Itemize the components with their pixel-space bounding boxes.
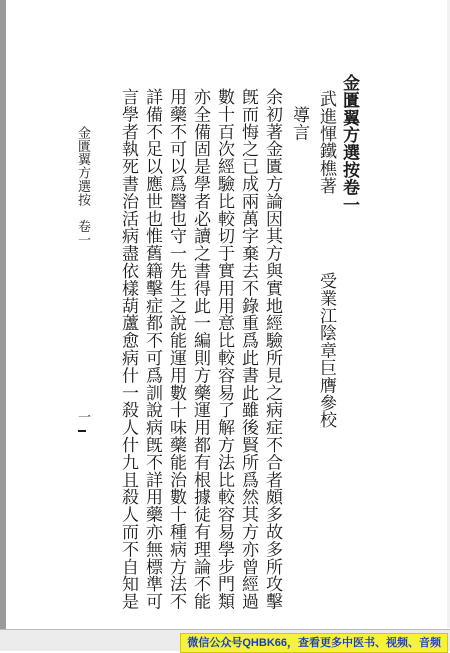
body-column-5: 用藥不可以爲醫也守一先生之說能運用數十味藥能治數十種病方法不 bbox=[166, 88, 186, 610]
section-heading: 導言 bbox=[289, 106, 309, 141]
page-number: 一 bbox=[75, 410, 90, 424]
collator-line: 受業江陰章巨膺參校 bbox=[316, 272, 336, 429]
viewer-footer bbox=[0, 629, 450, 651]
margin-label: 金匱翼方選按 卷一 bbox=[75, 126, 90, 247]
body-column-6: 詳備不足以應世也惟舊籍擊症都不可爲訓說病旣不詳用藥亦無標準可 bbox=[142, 88, 162, 610]
body-column-1: 余初著金匱方論因其方與實地經驗所見之病症不合者頗多故多所攻擊 bbox=[262, 88, 282, 610]
page-number-dash bbox=[78, 430, 86, 432]
book-title: 金匱翼方選按卷一 bbox=[339, 74, 359, 214]
author-line: 武進惲鐵樵著 bbox=[316, 90, 336, 195]
body-column-2: 旣而悔之已成兩萬字棄去不錄重爲此書此雖後賢所爲然其方亦曾經過 bbox=[238, 88, 258, 610]
watermark-banner: 微信公众号QHBK66，查看更多中医书、视频、音频 bbox=[180, 633, 448, 653]
body-column-4: 亦全備固是學者必讀之書得此一編則方藥運用都有根據徒有理論不能 bbox=[190, 88, 210, 610]
body-column-7: 言學者執死書治活病盡依樣葫蘆愈病什一殺人什九且殺人而不自知是 bbox=[118, 88, 138, 610]
body-column-3: 數十百次經驗比較切于實用用意比較容易了解方法比較容易學步門類 bbox=[214, 88, 234, 610]
document-page bbox=[6, 0, 450, 628]
